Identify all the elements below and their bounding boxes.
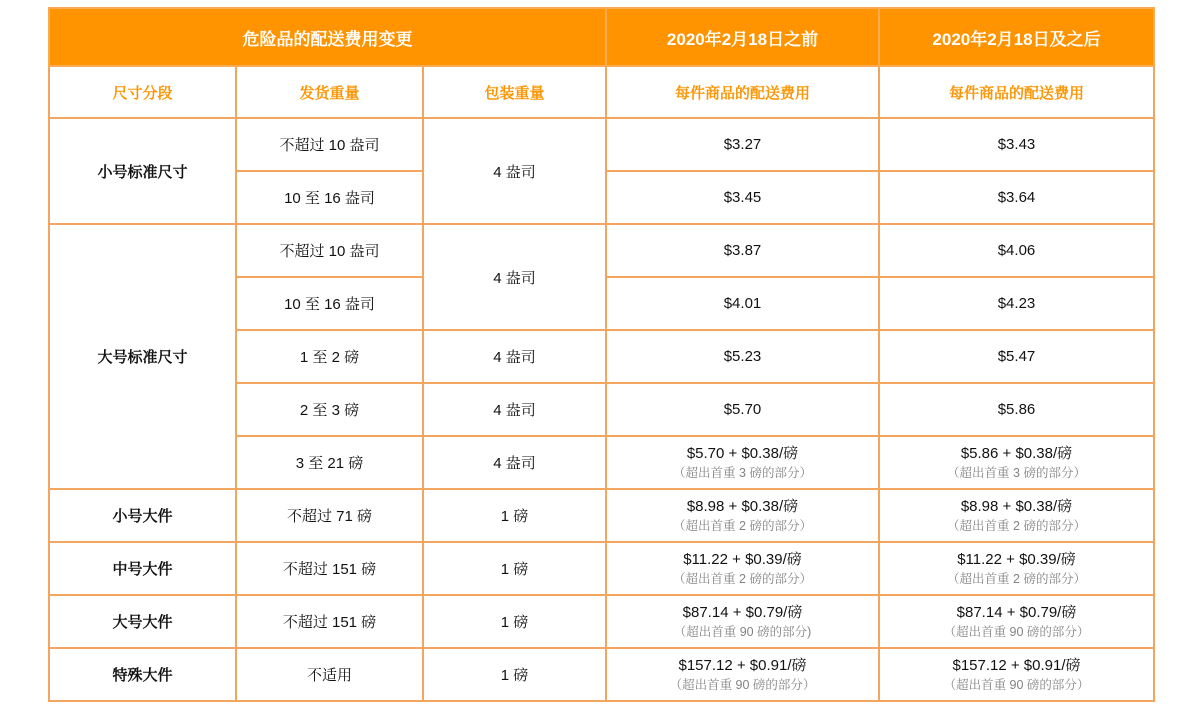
fee-after-cell — [879, 383, 1154, 436]
fee-note: （超出首重 2 磅的部分） — [947, 571, 1086, 586]
column-header-fee-before: 每件商品的配送费用 — [606, 66, 879, 118]
packaging-weight-cell: 4 盎司 — [423, 330, 606, 383]
fee-after-cell — [879, 118, 1154, 171]
packaging-weight-cell: 4 盎司 — [423, 224, 606, 330]
fee-value: $3.87 — [723, 242, 762, 259]
fee-value: $8.98 + $0.38/磅 — [686, 497, 799, 515]
table-header-row — [49, 8, 1154, 66]
fee-after-cell — [879, 277, 1154, 330]
shipping-weight-cell: 10 至 16 盎司 — [236, 277, 423, 330]
fee-note: （超出首重 2 磅的部分） — [947, 518, 1086, 533]
fee-after-cell — [879, 595, 1154, 648]
size-tier-cell: 中号大件 — [49, 542, 236, 595]
column-header-after-date: 2020年2月18日及之后 — [879, 8, 1154, 66]
packaging-weight-cell: 4 盎司 — [423, 383, 606, 436]
fee-value: $3.43 — [997, 136, 1036, 153]
fee-note: （超出首重 3 磅的部分） — [947, 465, 1086, 480]
fee-value: $5.70 — [723, 401, 762, 418]
size-tier-cell: 大号标准尺寸 — [49, 224, 236, 489]
fee-after-cell — [879, 171, 1154, 224]
fee-value: $11.22 + $0.39/磅 — [683, 550, 802, 568]
fee-before-cell — [606, 330, 879, 383]
packaging-weight-cell: 1 磅 — [423, 648, 606, 701]
dangerous-goods-fee-table — [48, 7, 1155, 702]
fee-before-cell — [606, 277, 879, 330]
shipping-weight-cell: 2 至 3 磅 — [236, 383, 423, 436]
fee-value: $87.14 + $0.79/磅 — [956, 603, 1077, 621]
fee-after-cell — [879, 224, 1154, 277]
fee-after-cell — [879, 330, 1154, 383]
table-row — [49, 595, 1154, 648]
table-row — [49, 118, 1154, 171]
fee-value: $5.86 — [997, 401, 1036, 418]
fee-value: $5.23 — [723, 348, 762, 365]
fee-value: $87.14 + $0.79/磅 — [682, 603, 803, 621]
fee-value: $5.86 + $0.38/磅 — [960, 444, 1073, 462]
table-row — [49, 542, 1154, 595]
fee-before-cell — [606, 595, 879, 648]
shipping-weight-cell: 不超过 151 磅 — [236, 595, 423, 648]
shipping-weight-cell: 10 至 16 盎司 — [236, 171, 423, 224]
table-row — [49, 224, 1154, 277]
fee-value: $4.06 — [997, 242, 1036, 259]
fee-after-cell — [879, 489, 1154, 542]
shipping-weight-cell: 不超过 151 磅 — [236, 542, 423, 595]
packaging-weight-cell: 4 盎司 — [423, 436, 606, 489]
fee-value: $5.47 — [997, 348, 1036, 365]
fee-note: （超出首重 2 磅的部分） — [673, 571, 812, 586]
fee-before-cell — [606, 118, 879, 171]
column-header-packaging-weight: 包装重量 — [423, 66, 606, 118]
fee-value: $11.22 + $0.39/磅 — [957, 550, 1076, 568]
shipping-weight-cell: 不超过 10 盎司 — [236, 118, 423, 171]
shipping-weight-cell: 1 至 2 磅 — [236, 330, 423, 383]
fee-before-cell — [606, 224, 879, 277]
shipping-weight-cell: 不超过 71 磅 — [236, 489, 423, 542]
size-tier-cell: 小号大件 — [49, 489, 236, 542]
fee-note: （超出首重 90 磅的部分) — [673, 624, 812, 639]
fee-note: （超出首重 2 磅的部分） — [673, 518, 812, 533]
size-tier-cell: 小号标准尺寸 — [49, 118, 236, 224]
column-header-shipping-weight: 发货重量 — [236, 66, 423, 118]
table-row — [49, 648, 1154, 701]
size-tier-cell: 大号大件 — [49, 595, 236, 648]
packaging-weight-cell: 1 磅 — [423, 489, 606, 542]
shipping-weight-cell: 不适用 — [236, 648, 423, 701]
fee-value: $3.27 — [723, 136, 762, 153]
fee-value: $3.45 — [723, 189, 762, 206]
fee-before-cell — [606, 542, 879, 595]
fee-note: （超出首重 90 磅的部分） — [943, 677, 1090, 692]
column-header-before-date: 2020年2月18日之前 — [606, 8, 879, 66]
table-subheader-row — [49, 66, 1154, 118]
fee-note: （超出首重 90 磅的部分） — [943, 624, 1090, 639]
fee-value: $4.23 — [997, 295, 1036, 312]
table-title: 危险品的配送费用变更 — [49, 8, 606, 66]
fee-before-cell — [606, 383, 879, 436]
fee-note: （超出首重 3 磅的部分） — [673, 465, 812, 480]
fee-after-cell — [879, 542, 1154, 595]
fee-table-container — [48, 7, 1155, 702]
shipping-weight-cell: 3 至 21 磅 — [236, 436, 423, 489]
column-header-fee-after: 每件商品的配送费用 — [879, 66, 1154, 118]
packaging-weight-cell: 4 盎司 — [423, 118, 606, 224]
fee-value: $4.01 — [723, 295, 762, 312]
fee-before-cell — [606, 489, 879, 542]
fee-value: $5.70 + $0.38/磅 — [686, 444, 799, 462]
packaging-weight-cell: 1 磅 — [423, 595, 606, 648]
fee-after-cell — [879, 648, 1154, 701]
fee-value: $3.64 — [997, 189, 1036, 206]
fee-value: $157.12 + $0.91/磅 — [952, 656, 1081, 674]
fee-before-cell — [606, 436, 879, 489]
fee-after-cell — [879, 436, 1154, 489]
fee-before-cell — [606, 648, 879, 701]
size-tier-cell: 特殊大件 — [49, 648, 236, 701]
fee-value: $8.98 + $0.38/磅 — [960, 497, 1073, 515]
fee-before-cell — [606, 171, 879, 224]
shipping-weight-cell: 不超过 10 盎司 — [236, 224, 423, 277]
fee-value: $157.12 + $0.91/磅 — [678, 656, 807, 674]
fee-note: （超出首重 90 磅的部分） — [669, 677, 816, 692]
packaging-weight-cell: 1 磅 — [423, 542, 606, 595]
column-header-size-tier: 尺寸分段 — [49, 66, 236, 118]
table-row — [49, 489, 1154, 542]
